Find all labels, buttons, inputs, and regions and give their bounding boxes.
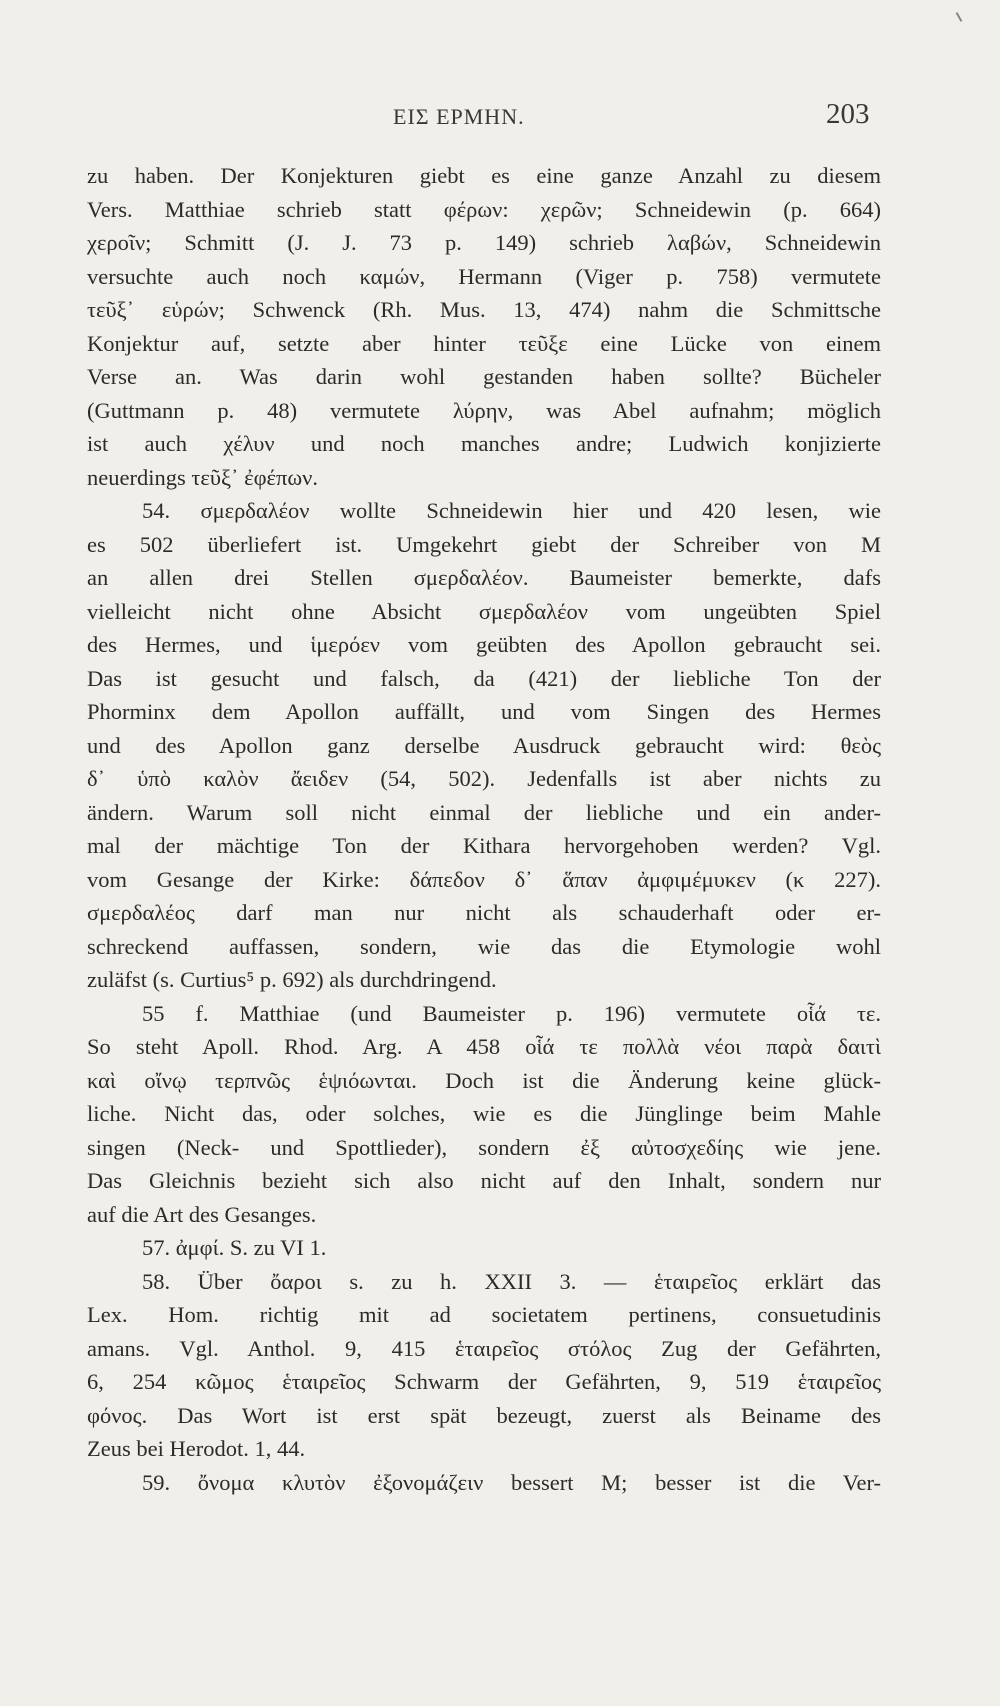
page-header: [0, 98, 1000, 138]
text-line: Vers. Matthiae schrieb statt φέρων: χερῶν; Schneidewin (p. 664): [87, 196, 881, 222]
text-line: zuläfst (s. Curtius⁵ p. 692) als durchdringend.: [87, 967, 497, 992]
text-line: ist auch χέλυν und noch manches andre; Ludwich konjizierte: [87, 431, 881, 456]
text-line: singen (Neck- und Spottlieder), sondern ἐξ αὐτοσχεδίης wie jene.: [87, 1134, 881, 1160]
text-line: Verse an. Was darin wohl gestanden haben sollte? Bücheler: [87, 364, 881, 389]
body-text: [87, 159, 881, 1499]
text-line: φόνος. Das Wort ist erst spät bezeugt, zuerst als Beiname des: [87, 1402, 881, 1428]
text-line: und des Apollon ganz derselbe Ausdruck gebraucht wird: θεὸς: [87, 732, 881, 758]
page-number: 203: [826, 98, 870, 130]
text-line: vielleicht nicht ohne Absicht σμερδαλέον vom ungeübten Spiel: [87, 598, 881, 624]
text-line: (Guttmann p. 48) vermutete λύρην, was Abel aufnahm; möglich: [87, 397, 881, 423]
text-line: ändern. Warum soll nicht einmal der liebliche und ein ander-: [87, 799, 881, 825]
running-title: ΕΙΣ ΕΡΜΗΝ.: [393, 104, 525, 129]
text-line: Lex. Hom. richtig mit ad societatem pertinens, consuetudinis: [87, 1302, 881, 1327]
text-line: liche. Nicht das, oder solches, wie es die Jünglinge beim Mahle: [87, 1101, 881, 1126]
text-line: 6, 254 κῶμος ἑταιρεῖος Schwarm der Gefährten, 9, 519 ἑταιρεῖος: [87, 1369, 881, 1394]
scan-mark: [956, 12, 963, 22]
note-start-line: 57. ἀμφί. S. zu VI 1.: [142, 1235, 327, 1260]
text-line: χεροῖν; Schmitt (J. J. 73 p. 149) schrieb λαβών, Schneidewin: [87, 230, 881, 255]
text-line: neuerdings τεῦξ᾽ ἐφέπων.: [87, 464, 318, 490]
text-line: zu haben. Der Konjekturen giebt es eine ganze Anzahl zu diesem: [87, 163, 881, 188]
text-line: auf die Art des Gesanges.: [87, 1201, 317, 1227]
note-start-line: 59. ὄνομα κλυτὸν ἐξονομάζειν bessert M; besser ist die Ver-: [142, 1469, 881, 1495]
text-line: es 502 überliefert ist. Umgekehrt giebt der Schreiber von M: [87, 531, 881, 557]
text-line: Phorminx dem Apollon auffällt, und vom Singen des Hermes: [87, 699, 881, 724]
text-line: schreckend auffassen, sondern, wie das die Etymologie wohl: [87, 933, 881, 959]
text-line: vom Gesange der Kirke: δάπεδον δ᾽ ἅπαν ἀμφιμέμυκεν (κ 227).: [87, 866, 881, 892]
text-line: Zeus bei Herodot. 1, 44.: [87, 1436, 306, 1461]
note-start-line: 54. σμερδαλέον wollte Schneidewin hier und 420 lesen, wie: [142, 498, 881, 523]
text-line: Das ist gesucht und falsch, da (421) der liebliche Ton der: [87, 665, 881, 691]
text-line: Das Gleichnis bezieht sich also nicht auf den Inhalt, sondern nur: [87, 1168, 881, 1193]
note-start-line: 58. Über ὄαροι s. zu h. XXII 3. — ἑταιρεῖος erklärt das: [142, 1268, 881, 1294]
note-start-line: 55 f. Matthiae (und Baumeister p. 196) vermutete οἷά τε.: [142, 1000, 881, 1026]
text-line: σμερδαλέος darf man nur nicht als schauderhaft oder er-: [87, 900, 881, 925]
text-line: καὶ οἴνῳ τερπνῶς ἑψιόωνται. Doch ist die Änderung keine glück-: [87, 1067, 881, 1093]
text-line: mal der mächtige Ton der Kithara hervorgehoben werden? Vgl.: [87, 833, 881, 858]
text-line: des Hermes, und ἱμερόεν vom geübten des Apollon gebraucht sei.: [87, 632, 881, 657]
text-line: Konjektur auf, setzte aber hinter τεῦξε eine Lücke von einem: [87, 330, 881, 356]
text-line: So steht Apoll. Rhod. Arg. A 458 οἷά τε πολλὰ νέοι παρὰ δαιτὶ: [87, 1034, 881, 1059]
text-line: δ᾽ ὑπὸ καλὸν ἄειδεν (54, 502). Jedenfalls ist aber nichts zu: [87, 766, 881, 791]
text-line: amans. Vgl. Anthol. 9, 415 ἑταιρεῖος στόλος Zug der Gefährten,: [87, 1335, 881, 1361]
text-line: versuchte auch noch καμών, Hermann (Viger p. 758) vermutete: [87, 263, 881, 289]
text-line: τεῦξ᾽ εὑρών; Schwenck (Rh. Mus. 13, 474) nahm die Schmittsche: [87, 297, 881, 322]
text-line: an allen drei Stellen σμερδαλέον. Baumeister bemerkte, dafs: [87, 565, 881, 590]
